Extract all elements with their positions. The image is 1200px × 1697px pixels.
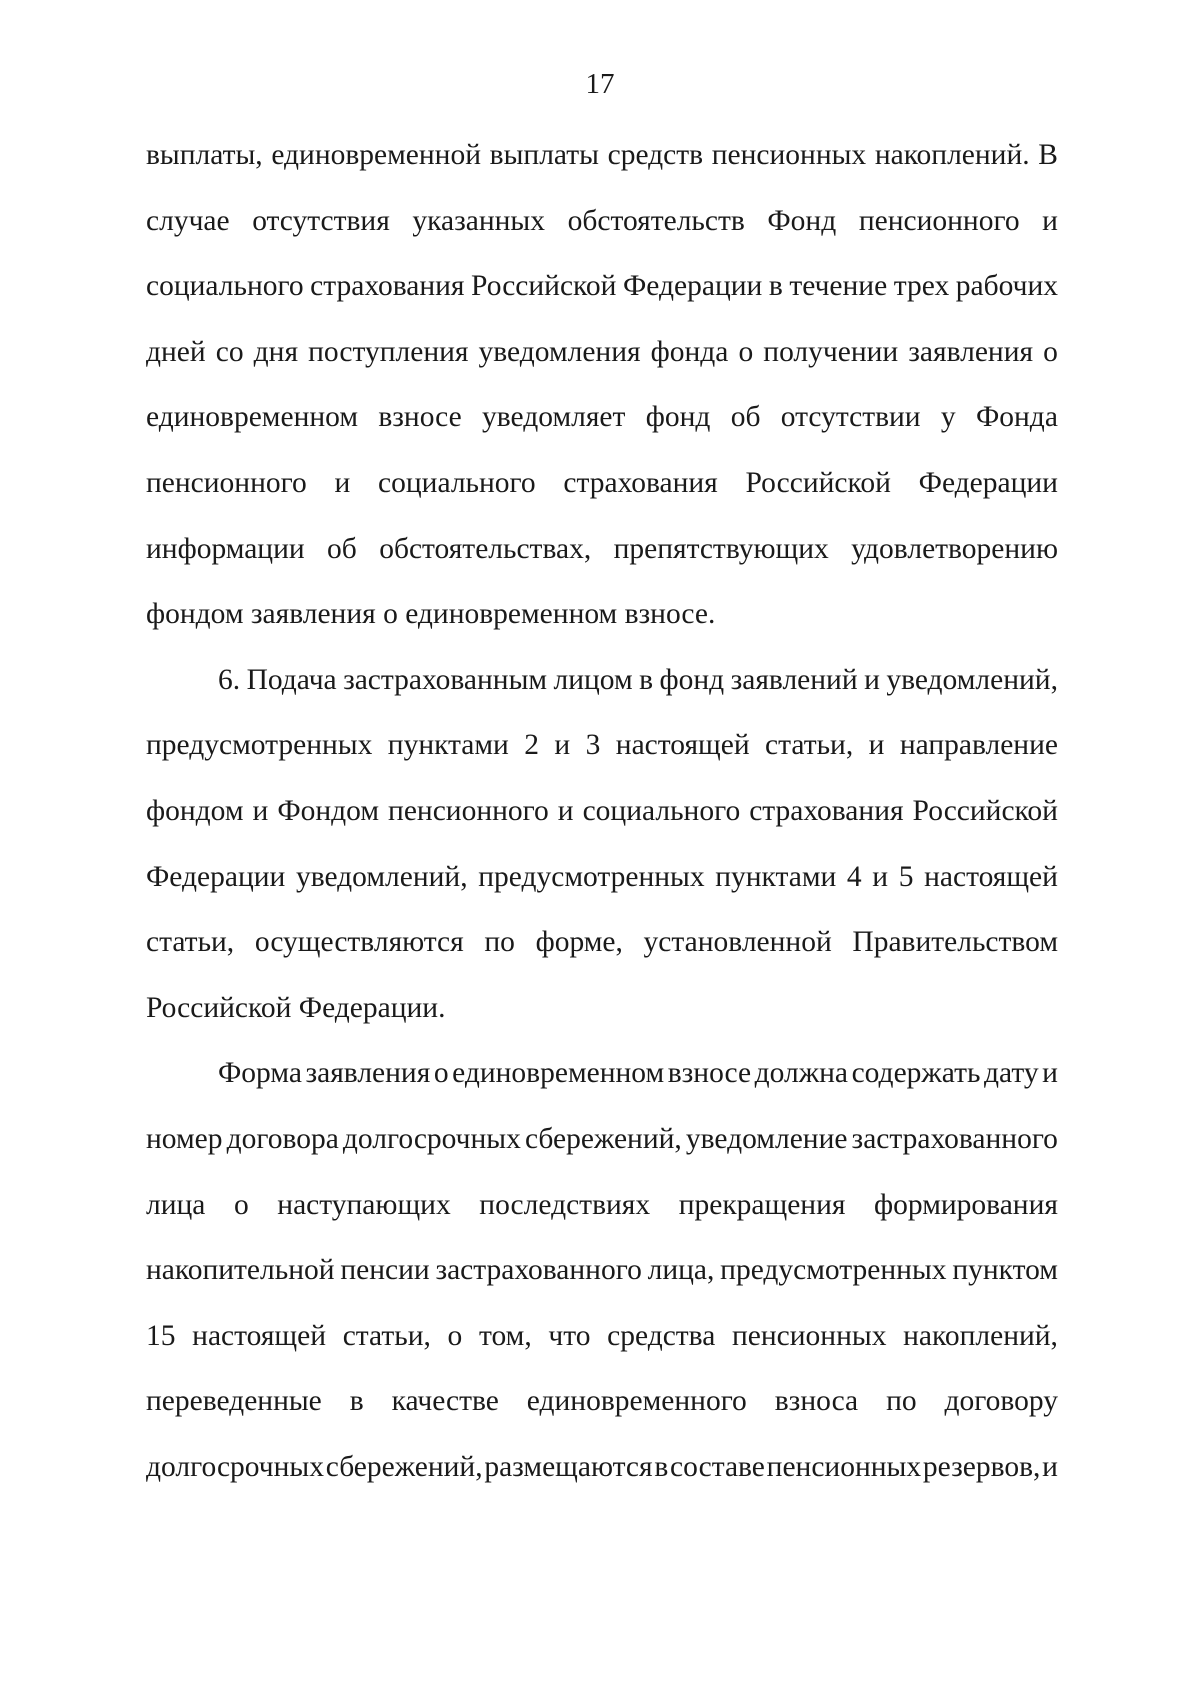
- word: наступающих: [277, 1188, 451, 1221]
- word: номер: [146, 1122, 223, 1155]
- word: пенсионных: [766, 1450, 922, 1483]
- word: удовлетворению: [851, 532, 1058, 565]
- word: выплаты: [489, 139, 599, 171]
- text-line: [146, 1187, 1058, 1253]
- word: предусмотренных: [720, 1254, 947, 1287]
- word: настоящей: [615, 729, 750, 762]
- word: должна: [754, 1057, 849, 1090]
- word: договору: [944, 1385, 1058, 1418]
- word: составе: [670, 1450, 765, 1483]
- word: страхования: [749, 794, 904, 827]
- word: долгосрочных: [342, 1122, 521, 1155]
- word: поступления: [308, 335, 469, 368]
- word: Форма: [218, 1057, 302, 1090]
- word: в: [654, 1450, 669, 1483]
- word: социального: [582, 794, 741, 827]
- word: рабочих: [955, 270, 1058, 303]
- word: и: [868, 729, 885, 762]
- word: долгосрочных: [146, 1450, 324, 1483]
- word: предусмотренных: [146, 729, 373, 762]
- word: об: [730, 401, 761, 434]
- word: лицом: [553, 663, 633, 696]
- word: единовременном: [452, 1057, 665, 1090]
- text-line: [146, 596, 1058, 662]
- word: обстоятельствах,: [379, 532, 592, 565]
- word: прекращения: [678, 1188, 846, 1221]
- word: статьи,: [146, 926, 235, 959]
- word: указанных: [412, 204, 545, 237]
- word: взносе: [378, 401, 462, 434]
- word: о: [1043, 335, 1058, 368]
- word: и: [1042, 1057, 1058, 1090]
- word: Российской: [471, 270, 617, 303]
- text-line: [146, 465, 1058, 531]
- word: настоящей: [192, 1319, 327, 1352]
- text-line: [146, 859, 1058, 925]
- text-line: [146, 399, 1058, 465]
- word: единовременном: [146, 401, 359, 434]
- word: накоплений,: [903, 1319, 1058, 1352]
- text-line: [146, 137, 1058, 203]
- word: заявлений: [730, 663, 858, 696]
- text-line: [146, 1318, 1058, 1384]
- word: социального: [146, 270, 304, 303]
- word: 4: [846, 860, 862, 893]
- word: направление: [899, 729, 1058, 762]
- word: пунктами: [387, 729, 509, 762]
- word: Российской: [745, 466, 891, 499]
- word: накоплений.: [874, 139, 1030, 171]
- word: уведомлений,: [886, 663, 1058, 696]
- word: фонд: [645, 401, 711, 434]
- word: в: [349, 1385, 364, 1418]
- text-line: [146, 924, 1058, 990]
- text-line: [146, 531, 1058, 597]
- word: фонда: [650, 335, 729, 368]
- word: единовременной: [271, 139, 482, 171]
- text-line: [146, 1449, 1058, 1515]
- text-line: [146, 662, 1058, 728]
- word: 2: [524, 729, 540, 762]
- word: последствиях: [479, 1188, 651, 1221]
- word: Федерации: [918, 466, 1058, 499]
- word: резервов,: [922, 1450, 1041, 1483]
- word: Правительством: [852, 926, 1058, 959]
- word: Фонда: [975, 401, 1058, 434]
- word: 5: [898, 860, 914, 893]
- word: заявления: [305, 1057, 431, 1090]
- word: договора: [226, 1122, 339, 1155]
- word: установленной: [643, 926, 832, 959]
- word: и: [334, 466, 351, 499]
- body-text: [146, 137, 1058, 1514]
- text-line: [146, 1121, 1058, 1187]
- word: Фонд: [767, 204, 837, 237]
- word: трех: [893, 270, 950, 303]
- word: застрахованного: [435, 1254, 642, 1287]
- text-line: [146, 334, 1058, 400]
- word: у: [940, 401, 956, 434]
- text-line: [146, 268, 1058, 334]
- word: уведомления: [478, 335, 641, 368]
- word: в: [768, 270, 783, 303]
- word: 3: [585, 729, 601, 762]
- word: осуществляются: [254, 926, 464, 959]
- word: о: [233, 1188, 249, 1221]
- word: пунктом: [952, 1254, 1058, 1287]
- text-line: [146, 1383, 1058, 1449]
- text-line: [146, 990, 1058, 1056]
- word: дня: [253, 335, 299, 368]
- word: со: [215, 335, 244, 368]
- word: пенсии: [340, 1254, 430, 1287]
- word: накопительной: [146, 1254, 335, 1287]
- word: 6.: [218, 663, 241, 696]
- text-line: [146, 793, 1058, 859]
- word: содержать: [851, 1057, 981, 1090]
- word: Российской: [912, 794, 1058, 827]
- word: социального: [378, 466, 536, 499]
- word: сбережений,: [524, 1122, 682, 1155]
- word: статьи,: [342, 1319, 431, 1352]
- word: фондом: [146, 794, 244, 827]
- word: и: [1042, 204, 1058, 237]
- word: и: [557, 794, 574, 827]
- word: размещаются: [484, 1450, 653, 1483]
- word: препятствующих: [613, 532, 829, 565]
- paragraph: [146, 1055, 1058, 1514]
- word: страхования: [563, 466, 718, 499]
- word: пенсионного: [858, 204, 1020, 237]
- paragraph: [146, 662, 1058, 1056]
- word: застрахованным: [343, 663, 548, 696]
- word: выплаты,: [146, 139, 263, 171]
- word: и: [252, 794, 269, 827]
- word: лица: [146, 1188, 206, 1221]
- word: уведомление: [685, 1122, 848, 1155]
- word: 15: [146, 1319, 176, 1352]
- word: об: [327, 532, 357, 565]
- word: Подача: [246, 663, 337, 696]
- line-text: Российской Федерации.: [146, 991, 446, 1024]
- word: единовременного: [526, 1385, 747, 1418]
- paragraph: [146, 137, 1058, 662]
- word: статьи,: [765, 729, 854, 762]
- word: В: [1038, 139, 1058, 171]
- word: форме,: [535, 926, 623, 959]
- text-line: [146, 1252, 1058, 1318]
- word: и: [1042, 1450, 1058, 1483]
- word: пенсионных: [711, 139, 867, 171]
- word: и: [554, 729, 571, 762]
- word: Фондом: [277, 794, 380, 827]
- word: настоящей: [924, 860, 1058, 893]
- word: средства: [607, 1319, 716, 1352]
- line-text: фондом заявления о единовременном взносе.: [146, 598, 716, 631]
- word: качестве: [391, 1385, 499, 1418]
- word: застрахованного: [851, 1122, 1058, 1155]
- word: пенсионных: [732, 1319, 887, 1352]
- word: о: [738, 335, 754, 368]
- page-number: 17: [585, 68, 615, 100]
- word: лица,: [647, 1254, 715, 1287]
- word: случае: [146, 204, 230, 237]
- word: информации: [146, 532, 305, 565]
- word: взносе: [667, 1057, 752, 1090]
- word: пенсионного: [146, 466, 307, 499]
- word: по: [484, 926, 515, 959]
- word: что: [548, 1319, 591, 1352]
- text-line: [146, 203, 1058, 269]
- word: фонд: [659, 663, 725, 696]
- text-line: [146, 727, 1058, 793]
- word: предусмотренных: [478, 860, 705, 893]
- word: уведомляет: [482, 401, 626, 434]
- word: о: [433, 1057, 449, 1090]
- word: по: [886, 1385, 917, 1418]
- word: взноса: [774, 1385, 859, 1418]
- word: средств: [607, 139, 704, 171]
- word: заявления: [908, 335, 1034, 368]
- word: получении: [763, 335, 899, 368]
- word: пунктами: [715, 860, 837, 893]
- word: дней: [146, 335, 206, 368]
- word: дату: [984, 1057, 1039, 1090]
- word: обстоятельств: [567, 204, 745, 237]
- text-line: [146, 1055, 1058, 1121]
- word: о: [447, 1319, 463, 1352]
- word: отсутствия: [252, 204, 390, 237]
- word: Федерации: [146, 860, 286, 893]
- word: течение: [789, 270, 888, 303]
- word: формирования: [874, 1188, 1058, 1221]
- word: и: [864, 663, 880, 696]
- word: уведомлений,: [295, 860, 468, 893]
- word: в: [639, 663, 654, 696]
- word: страхования: [310, 270, 465, 303]
- word: отсутствии: [780, 401, 921, 434]
- word: сбережений,: [325, 1450, 483, 1483]
- word: пенсионного: [388, 794, 549, 827]
- word: переведенные: [146, 1385, 322, 1418]
- word: том,: [478, 1319, 532, 1352]
- word: Федерации: [622, 270, 763, 303]
- word: и: [872, 860, 889, 893]
